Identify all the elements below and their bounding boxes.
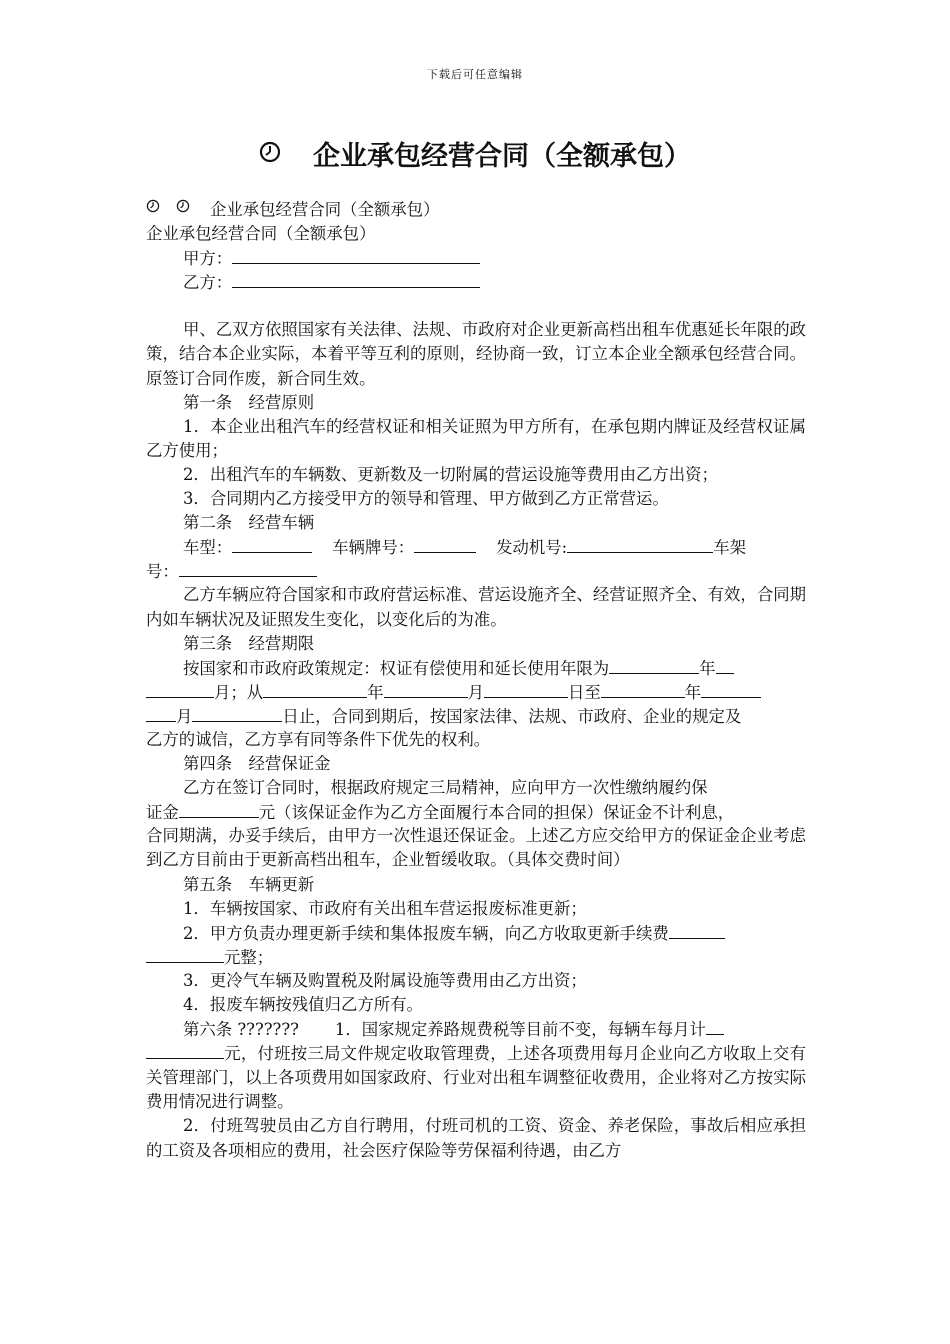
clock-icon [146, 196, 160, 220]
article-2-text: 乙方车辆应符合国家和市政府营运标准、营运设施齐全、经营证照齐全、有效，合同期内如车辆状况及证照发生变化，以变化后的为准。 [146, 585, 806, 629]
article-4-heading: 第四条 经营保证金 [183, 754, 331, 774]
article-6-clause-1: 元，付班按三局文件规定收取管理费，上述各项费用每月企业向乙方收取上交有关管理部门，以上各项费用如国家政府、行业对出租车调整征收费用，企业将对乙方按实际费用情况进行调整。 [146, 1041, 806, 1114]
deposit-line-2: 证金 元（该保证金作为乙方全面履行本合同的担保）保证金不计利息， [146, 800, 806, 824]
car-type-blank [232, 535, 312, 553]
term-line-3: 月 日止，合同到期后，按国家法律、法规、市政府、企业的规定及 [146, 704, 806, 728]
article-5-clause-2: 2．甲方负责办理更新手续和集体报废车辆，向乙方收取更新手续费 [146, 921, 806, 945]
clock-icon [176, 196, 190, 220]
deposit-line-1: 乙方在签订合同时，根据政府规定三局精神，应向甲方一次性缴纳履约保 [183, 778, 708, 798]
contract-body [146, 198, 806, 1163]
article-5-clause-4: 4．报废车辆按残值归乙方所有。 [183, 995, 423, 1014]
end-year-blank [601, 680, 685, 698]
article-6-clause-2: 2．付班驾驶员由乙方自行聘用，付班司机的工资、资金、养老保险，事故后相应承担的工资及各项相应的费用，社会医疗保险等劳保福利待遇，由乙方 [146, 1116, 806, 1160]
article-5-heading: 第五条 车辆更新 [183, 874, 315, 894]
term-months-blank [146, 680, 214, 698]
vehicle-info-line: 车型： 车辆牌号： 发动机号: 车架 [146, 535, 806, 559]
party-a-line: 甲方： [146, 246, 806, 270]
frame-number-line: 号： [146, 559, 806, 583]
article-3-heading: 第三条 经营期限 [183, 633, 315, 653]
subtitle: 企业承包经营合同（全额承包） [210, 200, 440, 219]
term-line-2: 月；从 年 月 日至 年 [146, 680, 806, 704]
deposit-line-3: 合同期满，办妥手续后，由甲方一次性退还保证金。上述乙方应交给甲方的保证金企业考虑到乙方目前由于更新高档出租车，企业暂缓收取。（具体交费时间） [146, 826, 806, 870]
engine-blank [567, 535, 713, 553]
end-day-blank [192, 704, 282, 722]
term-years-blank [609, 656, 699, 674]
start-year-blank [263, 680, 367, 698]
title-text: 企业承包经营合同（全额承包） [313, 141, 691, 172]
update-fee-blank [669, 921, 725, 939]
term-line-1: 按国家和市政府政策规定：权证有偿使用和延长使用年限为 年 [146, 656, 806, 680]
end-month-blank [146, 704, 176, 722]
start-day-blank [484, 680, 568, 698]
article-6-first-line: 第六条 ??????? 1．国家规定养路规费税等目前不变，每辆车每月计 [146, 1017, 806, 1041]
article-1-clause-2: 2．出租汽车的车辆数、更新数及一切附属的营运设施等费用由乙方出资； [183, 464, 718, 484]
term-line-4: 乙方的诚信，乙方享有同等条件下优先的权利。 [146, 729, 491, 749]
article-1-heading: 第一条 经营原则 [183, 392, 315, 412]
article-2-heading: 第二条 经营车辆 [183, 513, 315, 533]
article-5-clause-2-tail: 元整； [146, 945, 806, 969]
plate-blank [414, 535, 476, 553]
preamble: 甲、乙双方依照国家有关法律、法规、市政府对企业更新高档出租车优惠延长年限的政策，结合本企业实际，本着平等互利的原则，经协商一致，订立本企业全额承包经营合同。原签订合同作废，新合同生效。 [146, 320, 806, 388]
party-b-blank [232, 270, 480, 288]
party-a-blank [232, 246, 480, 264]
deposit-amount-blank [179, 800, 259, 818]
article-5-clause-3: 3．更冷气车辆及购置税及附属设施等费用由乙方出资； [183, 970, 587, 990]
subtitle2: 企业承包经营合同（全额承包） [146, 224, 376, 244]
monthly-fee-blank [706, 1017, 724, 1035]
article-1-clause-1: 1．本企业出租汽车的经营权证和相关证照为甲方所有，在承包期内牌证及经营权证属乙方使用； [146, 416, 806, 460]
clock-icon [259, 139, 281, 170]
document-title [0, 134, 950, 173]
frame-blank [179, 559, 317, 577]
subtitle-line [146, 198, 806, 222]
header-note: 下载后可任意编辑 [427, 68, 523, 81]
party-b-line: 乙方： [146, 270, 806, 294]
article-1-clause-3: 3．合同期内乙方接受甲方的领导和管理、甲方做到乙方正常营运。 [183, 489, 669, 509]
article-5-clause-1: 1．车辆按国家、市政府有关出租车营运报废标准更新； [183, 898, 587, 918]
start-month-blank [384, 680, 468, 698]
